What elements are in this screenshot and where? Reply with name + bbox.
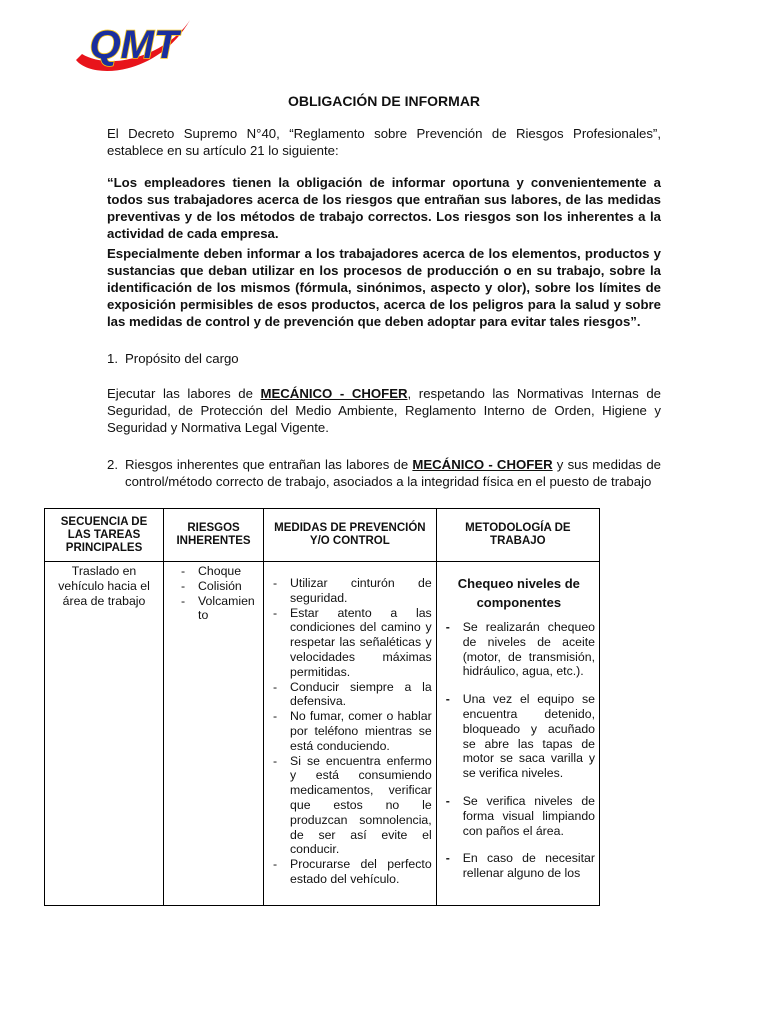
measures-cell xyxy=(264,562,437,906)
risk-item: - Colisión xyxy=(164,579,263,594)
table-header-row xyxy=(45,509,600,562)
header-measures: MEDIDAS DE PREVENCIÓN Y/O CONTROL xyxy=(264,509,437,562)
purpose-role: MECÁNICO - CHOFER xyxy=(260,386,408,401)
section-1-number: 1. xyxy=(107,351,118,366)
section-2-after: y sus medidas de control/método correcto de trabajo, asociados a la integridad física en el puesto de trabajo xyxy=(125,457,661,489)
purpose-paragraph xyxy=(107,385,661,436)
measure-item: - Conducir siempre a la defensiva. xyxy=(270,680,432,710)
method-item: - Una vez el equipo se encuentra detenido, bloqueado y acuñado se abre las tapas de motor se saca varilla y se verifica niveles. xyxy=(443,692,595,781)
method-title: Chequeo niveles de componentes xyxy=(457,576,580,610)
measure-item: - Estar atento a las condiciones del camino y respetar las señaléticas y velocidades máximas permitidas. xyxy=(270,606,432,680)
risk-table xyxy=(44,508,600,906)
risks-cell xyxy=(164,562,264,906)
section-1-title: Propósito del cargo xyxy=(125,351,239,366)
section-2-number: 2. xyxy=(107,457,118,472)
measure-item: - Utilizar cinturón de seguridad. xyxy=(270,576,432,606)
document-title: OBLIGACIÓN DE INFORMAR xyxy=(287,93,481,109)
header-risks: RIESGOS INHERENTES xyxy=(164,509,264,562)
method-item: - Se realizarán chequeo de niveles de aceite (motor, de transmisión, hidráulico, agua, etc.). xyxy=(443,620,595,679)
quote-paragraph-2: Especialmente deben informar a los trabajadores acerca de los elementos, productos y sustancias que deban utilizar en los procesos de producción o en su trabajo, sobre la identificación de los mismos (fórmula, sinónimos, aspecto y olor), sobre los límites de exposición permisibles de esos productos, acerca de los peligros para la salud y sobre las medidas de control y de prevención que deben adoptar para evitar tales riesgos”. xyxy=(107,246,661,329)
intro-paragraph: El Decreto Supremo N°40, “Reglamento sobre Prevención de Riesgos Profesionales”, establece en su artículo 21 lo siguiente: xyxy=(107,126,661,158)
purpose-after: , respetando las Normativas Internas de Seguridad, de Protección del Medio Ambiente, Reglamento Interno de Orden, Higiene y Seguridad y Normativa Legal Vigente. xyxy=(107,386,661,435)
quote-paragraph-1: “Los empleadores tienen la obligación de informar oportuna y convenientemente a todos sus trabajadores acerca de los riesgos que entrañan sus labores, de las medidas preventivas y de los métodos de trabajo correctos. Los riesgos son los inherentes a la actividad de cada empresa. xyxy=(107,175,661,241)
header-task: SECUENCIA DE LAS TAREAS PRINCIPALES xyxy=(45,509,164,562)
header-method: METODOLOGÍA DE TRABAJO xyxy=(436,509,599,562)
table-row xyxy=(45,562,600,906)
method-cell xyxy=(436,562,599,906)
purpose-before: Ejecutar las labores de xyxy=(107,386,261,401)
logo-text: QMT xyxy=(89,23,179,67)
method-item: - Se verifica niveles de forma visual limpiando con paños el área. xyxy=(443,794,595,838)
risk-item: - Choque xyxy=(164,564,263,579)
company-logo xyxy=(72,14,194,78)
task-cell: Traslado en vehículo hacia el área de trabajo xyxy=(45,562,164,906)
section-2-role: MECÁNICO - CHOFER xyxy=(412,457,553,472)
section-2-paragraph xyxy=(125,456,661,490)
measure-item: - Procurarse del perfecto estado del vehículo. xyxy=(270,857,432,887)
measure-item: - No fumar, comer o hablar por teléfono mientras se está conduciendo. xyxy=(270,709,432,753)
measure-item: - Si se encuentra enfermo y está consumiendo medicamentos, verificar que estos no le produzcan somnolencia, de ser así evite el conducir. xyxy=(270,754,432,858)
risk-item: - Volcamiento xyxy=(164,594,263,624)
method-item: - En caso de necesitar rellenar alguno de los xyxy=(443,851,595,881)
section-2-before: Riesgos inherentes que entrañan las labores de xyxy=(125,457,413,472)
